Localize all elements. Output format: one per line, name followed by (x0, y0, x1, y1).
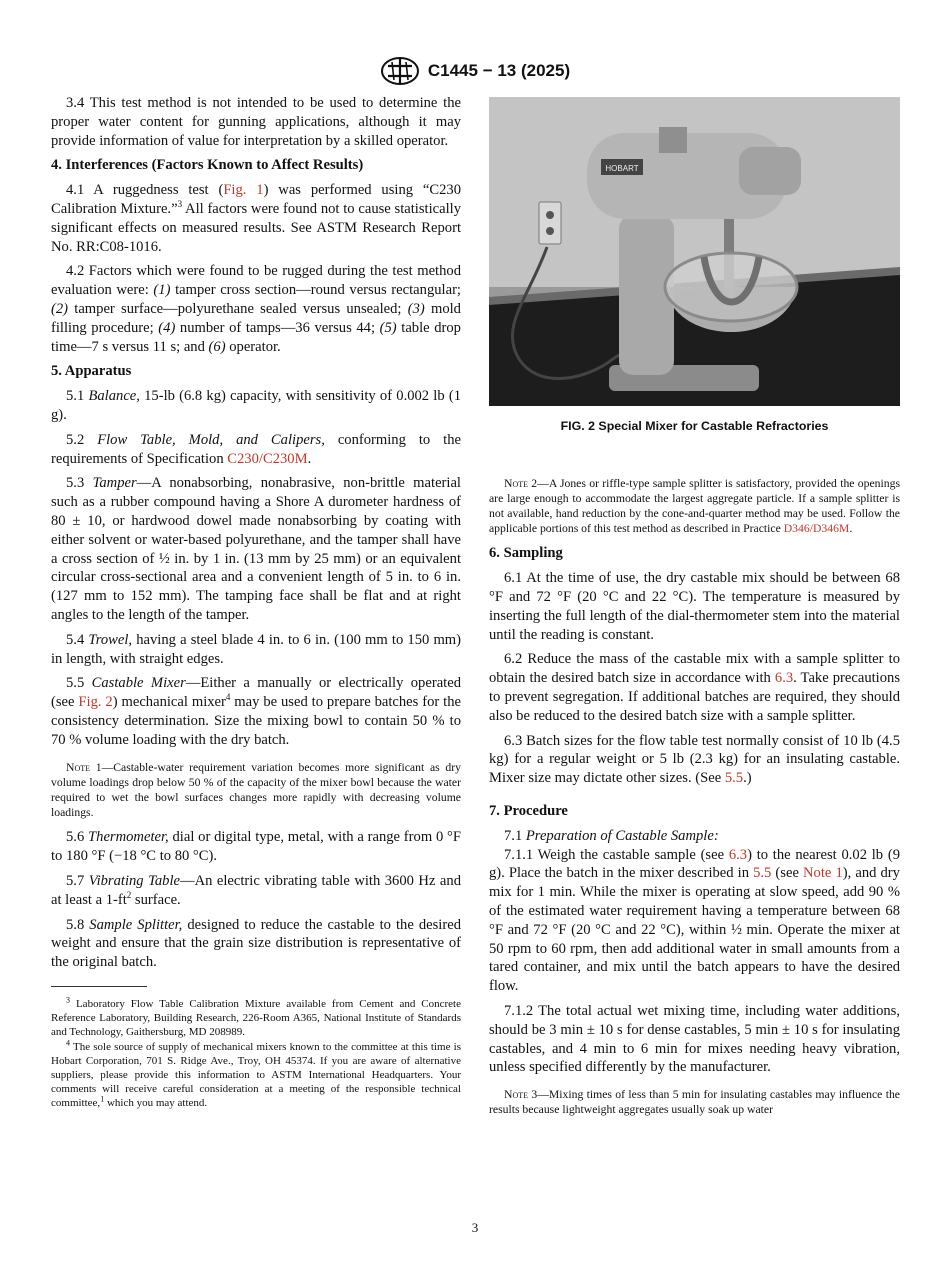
section-7-1-2: 7.1.2 The total actual wet mixing time, including water additions, should be 3 min ± 10 s for dense castables, 5 min ± 10 s for insulating castables, and 4 min to 6 min for mixes needing heavy vibration, unless specified differently by the manufacturer. (489, 1002, 900, 1076)
section-5-heading: 5. Apparatus (51, 363, 132, 380)
page-header (0, 56, 950, 86)
mixer-photo (489, 97, 900, 406)
left-column (51, 94, 461, 1111)
section-3-4: 3.4 This test method is not intended to be used to determine the proper water content for gunning applications, although it may provide information of value for interpretation by a skilled operator. (51, 95, 461, 149)
figure-2-caption: FIG. 2 Special Mixer for Castable Refractories (560, 418, 829, 433)
note-1-link[interactable]: Note 1 (803, 865, 843, 882)
section-4-1: 4.1 A ruggedness test (Fig. 1) was performed using “C230 Calibration Mixture.”$^3$ All factors were found not to cause statistically significant effects on measured results. See ASTM Research Report No. RR:C08-1016. (51, 182, 462, 255)
section-5-3: 5.3 Tamper—A nonabsorbing, nonabrasive, non-brittle material such as a rubber compound having a Shore A durometer hardness of 80 ± 10, or hardwood dowel made nonabsorbing by coating with either solvent or water-based polyurethane, and the tamper shall have a cross section of ½ in. by 1 in. (13 mm by 25 mm) or an equivalent circular cross-sectional area and a convenient length of 5 in. to 6 in. (127 mm to 152 mm). The tamping face shall be flat and at right angles to the length of the tamper. (51, 475, 461, 623)
section-5-6: 5.6 Thermometer, dial or digital type, metal, with a range from 0 °F to 180 °F (−18 °C to 80 °C). (51, 829, 461, 865)
note-3: Note 3—Mixing times of less than 5 min for insulating castables may influence the results because lightweight aggregates usually soak up water (489, 1088, 900, 1117)
fig-1-link[interactable]: Fig. 1 (223, 182, 264, 199)
section-6-1: 6.1 At the time of use, the dry castable mix should be between 68 °F and 72 °F (20 °C and 22 °C). The temperature is measured by inserting the full length of the dial-thermometer stem into the material until the reading is constant. (489, 570, 900, 643)
section-6-3: 6.3 Batch sizes for the flow table test normally consist of 10 lb (4.5 kg) for a regular weight or 5 lb (2.3 kg) for an insulating castable. Mixer size may dictate other sizes. (See 5.5.) (489, 732, 900, 787)
fig-2-link[interactable]: Fig. 2 (78, 694, 113, 711)
section-5-7: 5.7 Vibrating Table—An electric vibrating table with 3600 Hz and at least a $1-ft^2$ surface. (51, 872, 461, 908)
section-5-5: 5.5 Castable Mixer—Either a manually or electrically operated (see Fig. 2) mechanical mixer$^4$ may be used to prepare batches for the consistency determination. Size the mixing bowl to contain 50 % to 70 % volume loading with the dry batch. (51, 675, 461, 748)
document-designation: C1445 − 13 (2025) (427, 61, 571, 80)
section-6-3-link[interactable]: 6.3 (728, 846, 748, 863)
section-4-heading: 4. Interferences (Factors Known to Affect Results) (51, 157, 364, 174)
footnote-ref-4: 4 (225, 692, 231, 703)
section-4-2: 4.2 Factors which were found to be rugged during the test method evaluation were: (1) tamper cross section—round versus rectangular; (2) tamper surface—polyurethane sealed versus unsealed; (3) mold filling procedure; (4) number of tamps—36 versus 44; (5) table drop time—7 s versus 11 s; and (6) operator. (51, 263, 461, 355)
section-5-4: 5.4 Trowel, having a steel blade 4 in. to 6 in. (100 mm to 150 mm) in length, with straight edges. (51, 631, 462, 667)
section-5-2: 5.2 Flow Table, Mold, and Calipers, conforming to the requirements of Specification C230/C230M. (51, 431, 461, 467)
section-6-heading: 6. Sampling (489, 545, 563, 562)
footnote-3: $^3$ Laboratory Flow Table Calibration Mixture available from Cement and Concrete Reference Laboratory, Building Research, 226-Room A365, National Institute of Standards and Technology, Gaithersburg, MD 208989. (51, 995, 461, 1039)
section-6-2: 6.2 Reduce the mass of the castable mix with a sample splitter to obtain the desired batch size in accordance with 6.3. Take precautions to prevent segregation. If additional batches are required, they should also be reduced to the desired batch size with a sample splitter. (489, 651, 900, 724)
c230-link[interactable]: C230/C230M (227, 450, 308, 467)
section-5-8: 5.8 Sample Splitter, designed to reduce the castable to the desired weight and ensure that the grain size distribution is representative of the original batch. (51, 916, 461, 971)
right-column (489, 94, 900, 1126)
footnote-divider (51, 986, 147, 987)
footnote-ref-3: 3 (177, 199, 183, 210)
d346-link[interactable]: D346/D346M (783, 522, 850, 536)
page-number: 3 (471, 1220, 479, 1235)
footnote-4: $^4$ The sole source of supply of mechanical mixers known to the committee at this time is Hobart Corporation, 701 S. Ridge Ave., Troy, OH 45374. If you are aware of alternative suppliers, please provide this information to ASTM International Headquarters. Your comments will receive careful consideration at a meeting of the responsible technical committee,$^1$ which you may attend. (51, 1037, 461, 1110)
section-5-1: 5.1 Balance, 15-lb (6.8 kg) capacity, with sensitivity of 0.002 lb (1 g). (51, 388, 462, 423)
section-5-5-link[interactable]: 5.5 (753, 865, 772, 882)
note-2: Note 2—A Jones or riffle-type sample splitter is satisfactory, provided the openings are large enough to accommodate the largest aggregate particle. If a sample splitter is not available, hand reduction by the cone-and-quarter method may be used. Follow the applicable portions of this test method as described in Practice D346/D346M. (489, 476, 900, 536)
hobart-badge: HOBART (605, 164, 639, 173)
section-7-1-1: 7.1.1 Weigh the castable sample (see 6.3) to the nearest 0.02 lb (9 g). Place the batch in the mixer described in 5.5 (see Note 1), and dry mix for 1 min. While the mixer is operating at slow speed, add 90 % of the estimated water requirement having a temperature between 68 °F and 72 °F (20 °C and 22 °C), within ½ min. Operate the mixer at 50 rpm to 60 rpm, then add additional water in small amounts from a tared container, and mix until the batch appears to have the desired flow. (489, 846, 900, 995)
section-7-heading: 7. Procedure (489, 802, 568, 819)
note-1: Note 1—Castable-water requirement variation becomes more significant as dry volume loadings drop below 50 % of the capacity of the mixer bowl because the water required to wet the bowl surfaces changes more rapidly with decreasing volume loadings. (51, 760, 461, 820)
section-7-1: 7.1 Preparation of Castable Sample: (504, 827, 719, 844)
section-5-5-link[interactable]: 5.5 (724, 770, 744, 787)
astm-logo-icon (380, 56, 420, 86)
section-6-3-link[interactable]: 6.3 (774, 670, 794, 687)
